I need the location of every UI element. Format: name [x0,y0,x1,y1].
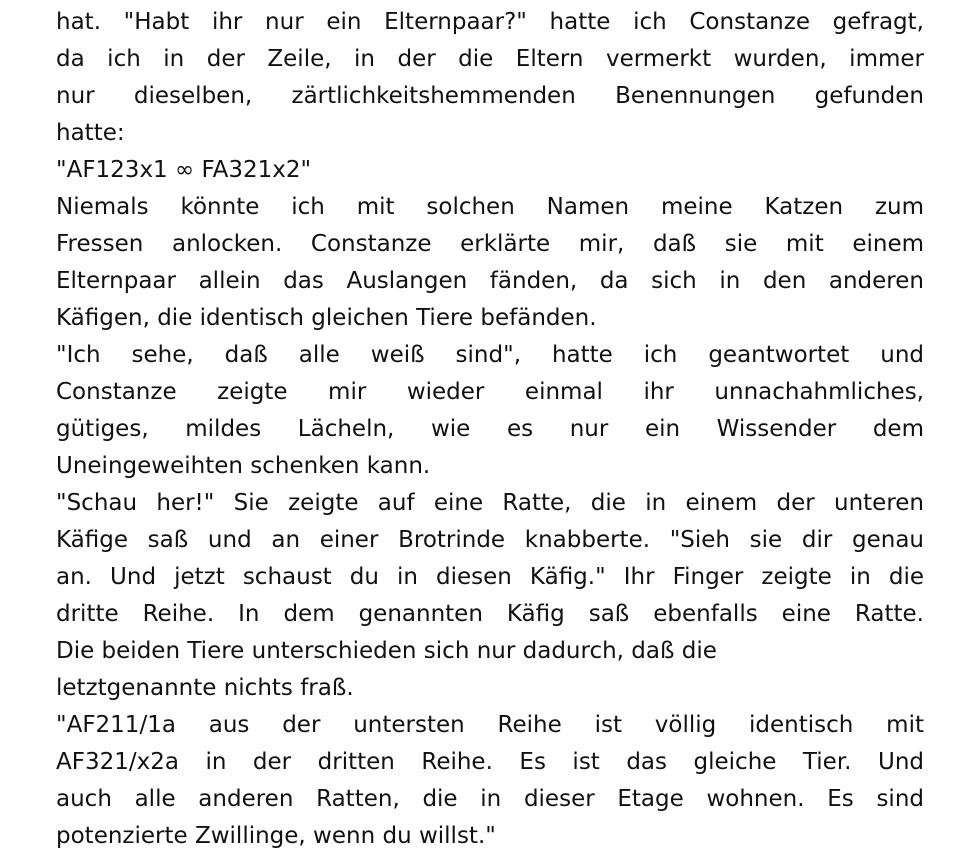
text-line: dritte Reihe. In dem genannten Käfig saß ebenfalls eine Ratte. [56,601,924,627]
text-line: Uneingeweihten schenken kann. [56,453,431,479]
text-line: "AF123x1 ∞ FA321x2" [56,157,312,183]
text-line: Elternpaar allein das Auslangen fänden, da sich in den anderen [56,268,924,294]
text-line: Constanze zeigte mir wieder einmal ihr unnachahmliches, [56,379,924,405]
text-line: an. Und jetzt schaust du in diesen Käfig." Ihr Finger zeigte in die [56,564,924,590]
text-line: "Ich sehe, daß alle weiß sind", hatte ich geantwortet und [56,342,924,368]
text-line: hat. "Habt ihr nur ein Elternpaar?" hatte ich Constanze gefragt, [56,9,924,35]
text-line: AF321/x2a in der dritten Reihe. Es ist das gleiche Tier. Und [56,749,924,775]
text-line: letztgenannte nichts fraß. [56,675,354,701]
text-line: da ich in der Zeile, in der die Eltern vermerkt wurden, immer [56,46,924,72]
text-line: hatte: [56,120,125,146]
text-line: Fressen anlocken. Constanze erklärte mir, daß sie mit einem [56,231,924,257]
text-line: Niemals könnte ich mit solchen Namen meine Katzen zum [56,194,924,220]
text-line: Die beiden Tiere unterschieden sich nur dadurch, daß die [56,638,717,664]
text-line: gütiges, mildes Lächeln, wie es nur ein Wissender dem [56,416,924,442]
text-line: "Schau her!" Sie zeigte auf eine Ratte, die in einem der unteren [56,490,924,516]
body-text [56,4,924,855]
text-line: "AF211/1a aus der untersten Reihe ist völlig identisch mit [56,712,924,738]
text-line: auch alle anderen Ratten, die in dieser Etage wohnen. Es sind [56,786,924,812]
text-line: nur dieselben, zärtlichkeitshemmenden Benennungen gefunden [56,83,924,109]
text-line: Käfigen, die identisch gleichen Tiere befänden. [56,305,597,331]
text-line: Käfige saß und an einer Brotrinde knabberte. "Sieh sie dir genau [56,527,924,553]
text-line: potenzierte Zwillinge, wenn du willst." [56,823,496,849]
